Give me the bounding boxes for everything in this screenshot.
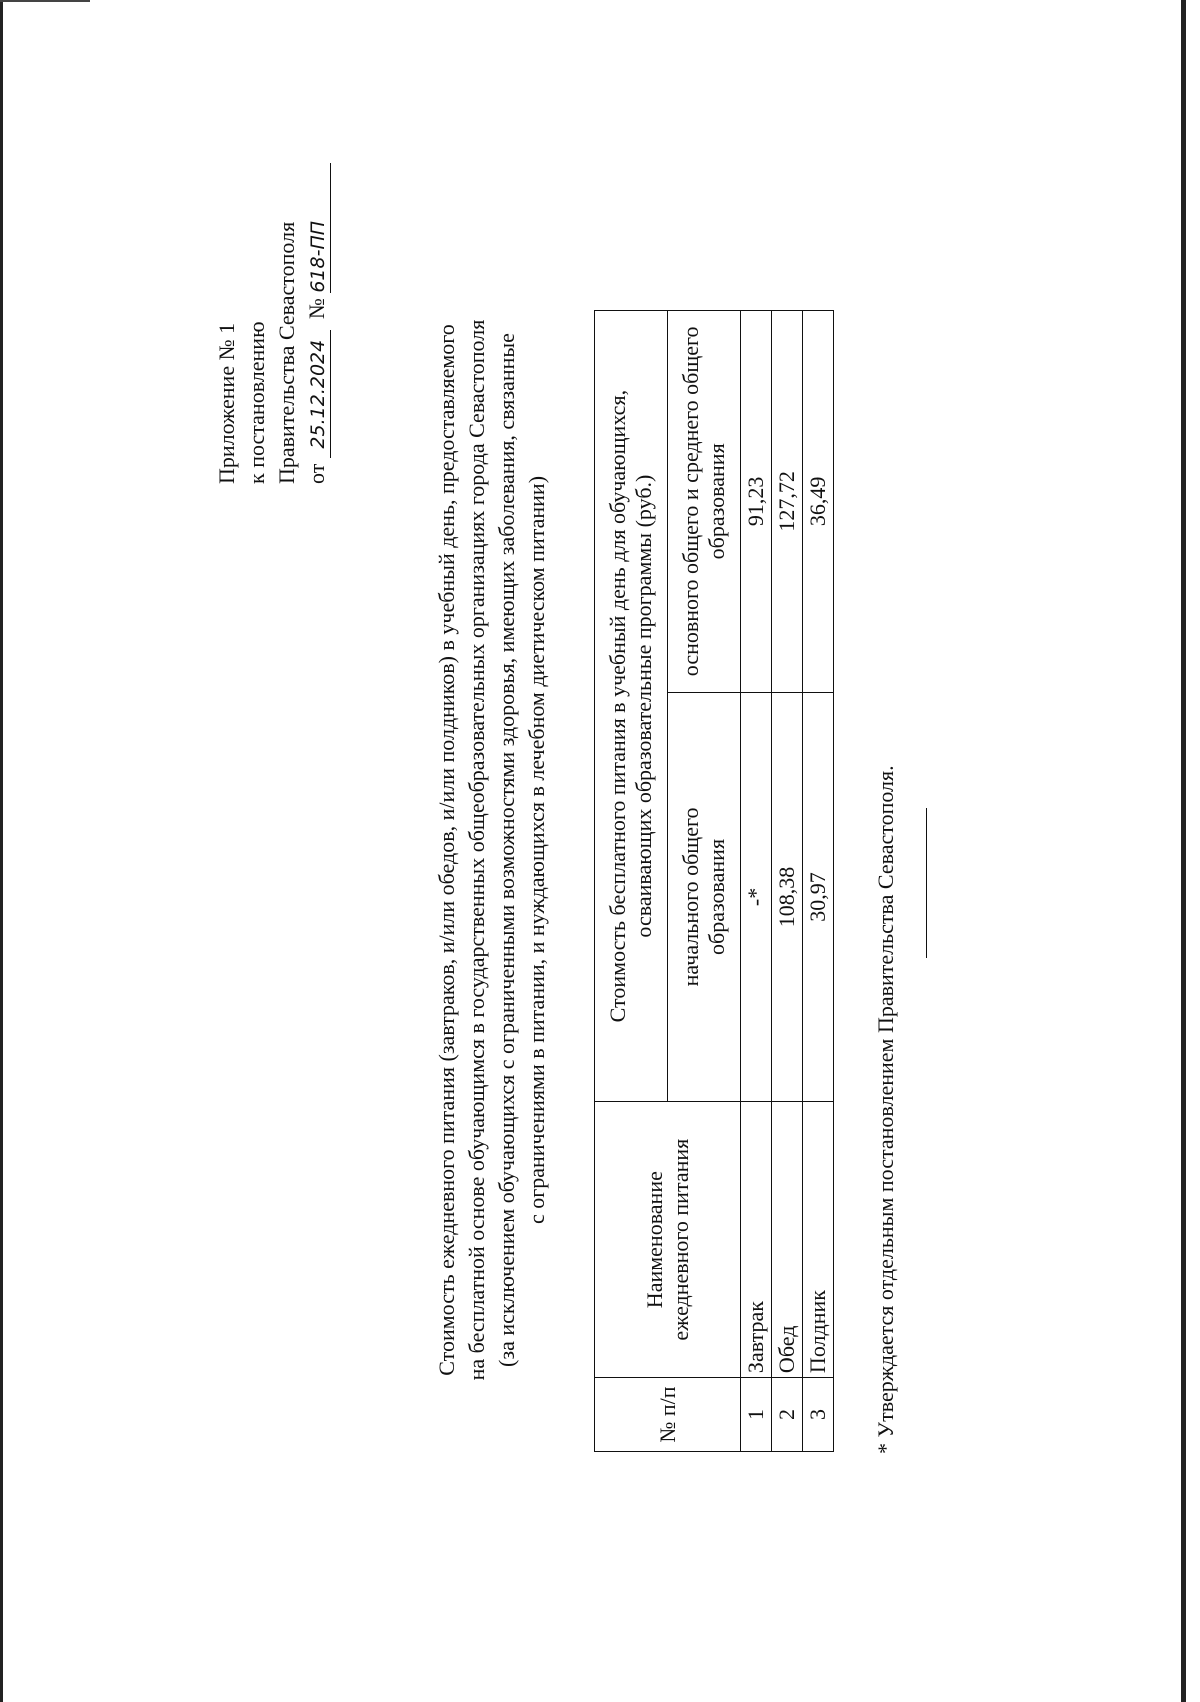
header-secondary	[668, 311, 741, 693]
handwritten-date: 25.12.2024	[306, 330, 331, 458]
header-secondary-line-1: основного общего и среднего общего	[678, 326, 703, 677]
closing-rule	[926, 808, 927, 958]
handwritten-number: 618-ПП	[306, 163, 331, 293]
footnote: * Утверждается отдельным постановлением Правительства Севастополя.	[873, 765, 898, 1454]
row-primary: 30,97	[803, 692, 834, 1102]
header-primary	[668, 692, 741, 1102]
row-num: 3	[803, 1378, 834, 1452]
header-group-line-2: осваивающих образовательные программы (руб.)	[631, 474, 656, 938]
row-secondary: 36,49	[803, 311, 834, 693]
title-line-1: Стоимость ежедневного питания (завтраков, и/или обедов, и/или полдников) в учебный день, предоставляемого	[434, 324, 459, 1376]
header-group-line-1: Стоимость бесплатного питания в учебный день для обучающихся,	[605, 389, 630, 1023]
header-primary-line-1: начального общего	[678, 807, 703, 987]
annex-line-1: Приложение № 1	[214, 322, 239, 484]
table-row	[741, 311, 772, 1452]
row-primary: -*	[741, 692, 772, 1102]
header-group	[595, 311, 668, 1102]
row-name: Полдник	[803, 1102, 834, 1378]
row-num: 2	[772, 1378, 803, 1452]
header-name-line-1: Наименование	[641, 1171, 667, 1309]
title-line-3: (за исключением обучающихся с ограниченными возможностями здоровья, имеющих заболевания, связанные	[494, 333, 519, 1367]
header-name-line-2: ежедневного питания	[667, 1138, 693, 1341]
annex-line-2: к постановлению	[244, 321, 269, 484]
title-line-2: на бесплатной основе обучающимся в государственных общеобразовательных организациях города Севастополя	[464, 319, 489, 1381]
header-secondary-line-2: образования	[704, 443, 729, 560]
title-line-4: с ограничениями в питании, и нуждающихся в лечебном диетическом питании)	[524, 475, 549, 1225]
header-num: № п/п	[595, 1378, 741, 1452]
row-name: Обед	[772, 1102, 803, 1378]
header-primary-line-2: образования	[704, 838, 729, 955]
from-label: от	[304, 463, 329, 484]
row-secondary: 91,23	[741, 311, 772, 693]
header-row-1	[595, 311, 668, 1452]
cost-table	[594, 310, 834, 1452]
row-name: Завтрак	[741, 1102, 772, 1378]
row-secondary: 127,72	[772, 311, 803, 693]
table-row	[803, 311, 834, 1452]
row-primary: 108,38	[772, 692, 803, 1102]
annex-block	[212, 163, 332, 484]
header-name	[595, 1102, 741, 1378]
number-label: №	[304, 298, 329, 320]
annex-line-3: Правительства Севастополя	[274, 221, 299, 484]
annex-date-line	[302, 163, 332, 484]
table-row	[772, 311, 803, 1452]
document-title	[432, 230, 552, 1470]
row-num: 1	[741, 1378, 772, 1452]
